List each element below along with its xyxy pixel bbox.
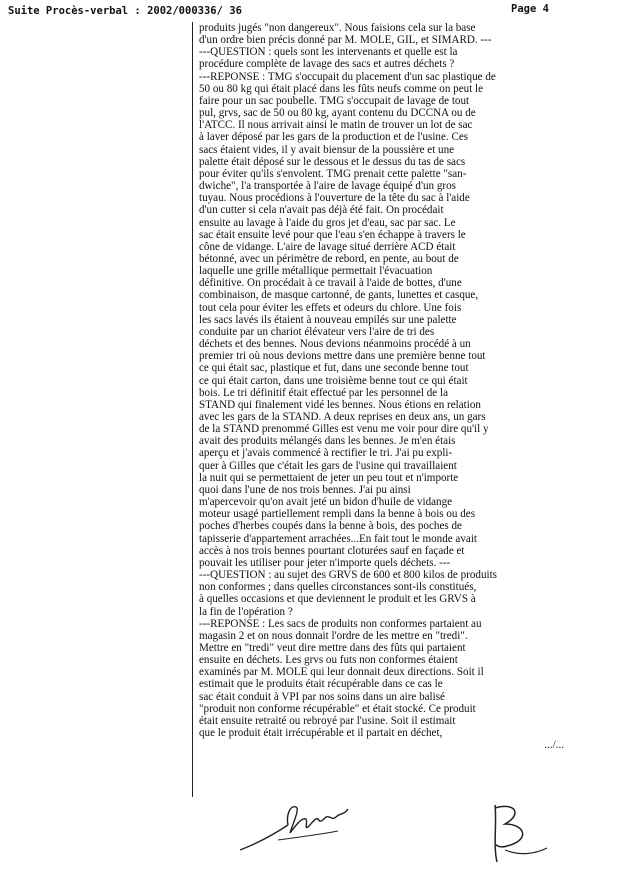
text-line: "produit non conforme récupérable" et était stocké. Ce produit xyxy=(199,702,476,715)
text-line: bois. Le tri définitif était effectué par les personnel de la xyxy=(199,386,448,399)
text-line: les sacs lavés ils étaient à nouveau empilés sur une palette xyxy=(199,313,457,326)
text-line: sac était ensuite levé pour que l'eau s'en échappe à travers le xyxy=(199,228,466,241)
text-line: ---REPONSE : Les sacs de produits non conformes partaient au xyxy=(199,617,482,630)
page-number: Page 4 xyxy=(511,3,549,15)
text-line: ensuite en déchets. Les grvs ou futs non conformes étaient xyxy=(199,654,458,667)
signature-right xyxy=(475,800,555,870)
text-line: ---REPONSE : TMG s'occupait du placement d'un sac plastique de xyxy=(199,70,496,83)
text-line: faire pour un sac poubelle. TMG s'occupait de lavage de tout xyxy=(199,94,470,107)
text-line: produits jugés "non dangereux". Nous faisions cela sur la base xyxy=(199,22,476,34)
text-line: tuyau. Nous procédions à l'ouverture de la tête du sac à l'aide xyxy=(199,192,470,205)
text-line: laquelle une grille métallique permettait l'évacuation xyxy=(199,265,433,278)
text-line: la nuit qui se permettaient de jeter un peu tout et n'importe xyxy=(199,471,459,484)
text-line: m'apercevoir qu'on avait jeté un bidon d'huile de vidange xyxy=(199,496,453,509)
text-line: définitive. On procédait à ce travail à l'aide de bottes, d'une xyxy=(199,277,462,290)
text-line: dwiche", l'a transportée à l'aire de lavage équipé d'un gros xyxy=(199,180,456,193)
text-line: tout cela pour éviter les effets et odeurs du chlore. Une fois xyxy=(199,301,462,314)
text-line: poches d'herbes coupés dans la benne à bois, des poches de xyxy=(199,520,462,533)
text-line: à quelles occasions et que deviennent le produit et les GRVS à xyxy=(199,593,476,606)
text-line: examinés par M. MOLE qui leur donnait deux directions. Soit il xyxy=(199,666,484,679)
body-text xyxy=(199,22,609,751)
text-line: Mettre en "tredi" veut dire mettre dans des fûts qui partaient xyxy=(199,641,466,654)
text-line: pour éviter qu'ils s'envolent. TMG prenait cette palette "san- xyxy=(199,167,467,180)
text-line: procédure complète de lavage des sacs et autres déchets ? xyxy=(199,58,455,71)
text-line: l'ATCC. Il nous arrivait ainsi le matin de trouver un lot de sac xyxy=(199,119,473,132)
text-line: palette était déposé sur le dessous et le dessus du tas de sacs xyxy=(199,155,466,168)
text-line: que le produit était irrécupérable et il partait en déchet, xyxy=(199,727,443,740)
text-line: sacs étaient vides, il y avait biensur de la poussière et une xyxy=(199,143,455,156)
text-line: de la STAND prenommé Gilles est venu me voir pour dire qu'il y xyxy=(199,423,489,436)
continuation-mark: .../... xyxy=(544,739,564,752)
text-line: déchets et des bennes. Nous devions néanmoins procédé à un xyxy=(199,338,471,351)
text-line: quoi dans l'une de nos trois bennes. J'ai pu ainsi xyxy=(199,483,411,496)
signature-left xyxy=(238,795,358,855)
text-line: aperçu et j'avais commencé à rectifier le tri. J'ai pu expli- xyxy=(199,447,453,460)
text-line: bétonné, avec un périmètre de rebord, en pente, au bout de xyxy=(199,252,459,265)
text-line: pul, grvs, sac de 50 ou 80 kg, ayant contenu du DCCNA ou de xyxy=(199,107,476,120)
text-line: tapisserie d'appartement arrachées...En fait tout le monde avait xyxy=(199,532,477,545)
text-line: accès à nos trois bennes pourtant cloturées sauf en façade et xyxy=(199,544,465,557)
text-line: d'un ordre bien précis donné par M. MOLE, GIL, et SIMARD. --- xyxy=(199,34,492,47)
text-line: ensuite au lavage à l'aide du gros jet d'eau, sac par sac. Le xyxy=(199,216,456,229)
margin-rule xyxy=(192,22,193,797)
page-header-ref: Suite Procès-verbal : 2002/000336/ 36 xyxy=(8,5,242,17)
text-line: avec les gars de la STAND. A deux reprises en deux ans, un gars xyxy=(199,411,486,423)
text-line: avait des produits mélangés dans les bennes. Je m'en étais xyxy=(199,435,456,448)
text-line: ---QUESTION : quels sont les intervenants et quelle est la xyxy=(199,46,458,59)
text-line: à laver déposé par les gars de la production et de l'usine. Ces xyxy=(199,131,469,144)
text-line: combinaison, de masque cartonné, de gants, lunettes et casque, xyxy=(199,289,479,302)
text-line: ce qui était carton, dans une troisième benne tout ce qui était xyxy=(199,374,468,387)
text-line: moteur usagé partiellement rempli dans la benne à bois ou des xyxy=(199,508,476,521)
text-line: la fin de l'opération ? xyxy=(199,605,293,618)
text-line: premier tri où nous devions mettre dans une première benne tout xyxy=(199,350,486,363)
text-line: ce qui était sac, plastique et fut, dans une seconde benne tout xyxy=(199,362,469,375)
text-line: ---QUESTION : au sujet des GRVS de 600 et 800 kilos de produits xyxy=(199,569,497,582)
text-line: magasin 2 et on nous donnait l'ordre de les mettre en "tredi". xyxy=(199,629,468,642)
text-line: pouvait les utiliser pour jeter n'importe quels déchets. --- xyxy=(199,556,451,569)
text-line: d'un cutter si cela n'avait pas déjà été fait. On procédait xyxy=(199,204,444,217)
text-line: conduite par un chariot élévateur vers l'aire de tri des xyxy=(199,325,435,338)
text-line: 50 ou 80 kg qui était placé dans les fûts neufs comme on peut le xyxy=(199,82,484,95)
text-line: sac était conduit à VPI par nos soins dans un aire balisé xyxy=(199,690,445,703)
text-line: non conformes ; dans quelles circonstances sont-ils constitués, xyxy=(199,581,477,594)
text-line: cône de vidange. L'aire de lavage situé derrière ACD était xyxy=(199,240,456,253)
text-line: quer à Gilles que c'était les gars de l'usine qui travaillaient xyxy=(199,459,457,472)
text-line: estimait que le produits était récupérable dans ce cas le xyxy=(199,678,443,691)
text-line: était ensuite retraité ou rebroyé par l'usine. Soit il estimait xyxy=(199,714,456,727)
text-line: STAND qui finalement vidé les bennes. Nous étions en relation xyxy=(199,398,481,411)
